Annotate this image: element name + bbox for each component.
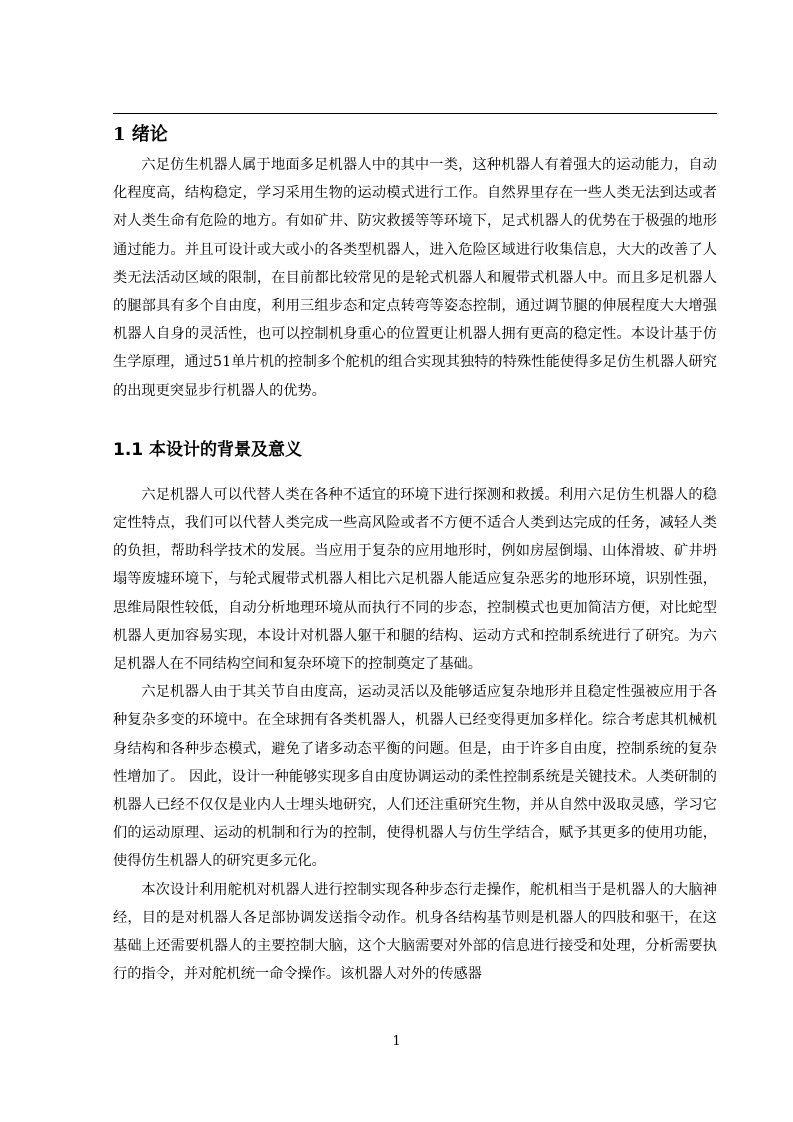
section-paragraph-3: 本次设计利用舵机对机器人进行控制实现各种步态行走操作，舵机相当于是机器人的大脑神经，目的是对机器人各足部协调发送指令动作。机身各结构基节则是机器人的四肢和驱干，在这基础上还需要机器人的主要控制大脑，这个大脑需要对外部的信息进行接受和处理，分析需要执行的指令，并对舵机统一命令操作。该机器人对外的传感器 [113, 881, 717, 983]
section-heading: 1.1 本设计的背景及意义 [113, 439, 303, 460]
page-content [113, 120, 717, 988]
section-paragraph-1: 六足机器人可以代替人类在各种不适宜的环境下进行探测和救援。利用六足仿生机器人的稳定性特点，我们可以代替人类完成一些高风险或者不方便不适合人类到达完成的任务，减轻人类的负担，帮助科学技术的发展。当应用于复杂的应用地形时，例如房屋倒塌、山体滑坡、矿井坍塌等废墟环境下，与轮式履带式机器人相比六足机器人能适应复杂恶劣的地形环境，识别性强，思维局限性较低，自动分析地理环境从而执行不同的步态，控制模式也更加简洁方便，对比蛇型机器人更加容易实现，本设计对机器人躯干和腿的结构、运动方式和控制系统进行了研究。为六足机器人在不同结构空间和复杂环境下的控制奠定了基础。 [113, 486, 717, 673]
page-number: 1 [392, 1034, 401, 1049]
chapter-heading: 1 绪论 [113, 124, 168, 145]
header-rule [113, 113, 717, 114]
intro-paragraph: 六足仿生机器人属于地面多足机器人中的其中一类，这种机器人有着强大的运动能力，自动化程度高，结构稳定，学习采用生物的运动模式进行工作。自然界里存在一些人类无法到达或者对人类生命有危险的地方。有如矿井、防灾救援等等环境下，足式机器人的优势在于极强的地形通过能力。并且可设计或大或小的各类型机器人，进入危险区域进行收集信息，大大的改善了人类无法活动区域的限制，在目前都比较常见的是轮式机器人和履带式机器人中。而且多足机器人的腿部具有多个自由度，利用三组步态和定点转弯等姿态控制，通过调节腿的伸展程度大大增强机器人自身的灵活性，也可以控制机身重心的位置更让机器人拥有更高的稳定性。本设计基于仿生学原理，通过51单片机的控制多个舵机的组合实现其独特的特殊性能使得多足仿生机器人研究的出现更突显步行机器人的优势。 [113, 157, 717, 399]
section-paragraph-2: 六足机器人由于其关节自由度高，运动灵活以及能够适应复杂地形并且稳定性强被应用于各种复杂多变的环境中。在全球拥有各类机器人，机器人已经变得更加多样化。综合考虑其机械机身结构和各种步态模式，避免了诸多动态平衡的问题。但是，由于许多自由度，控制系统的复杂性增加了。 因此，设计一种能够实现多自由度协调运动的柔性控制系统是关键技术。人类研制的机器人已经不仅仅是业内人士埋头地研究，人们还注重研究生物，并从自然中汲取灵感，学习它们的运动原理、运动的机制和行为的控制，使得机器人与仿生学结合，赋予其更多的使用功能，使得仿生机器人的研究更多元化。 [113, 684, 717, 870]
